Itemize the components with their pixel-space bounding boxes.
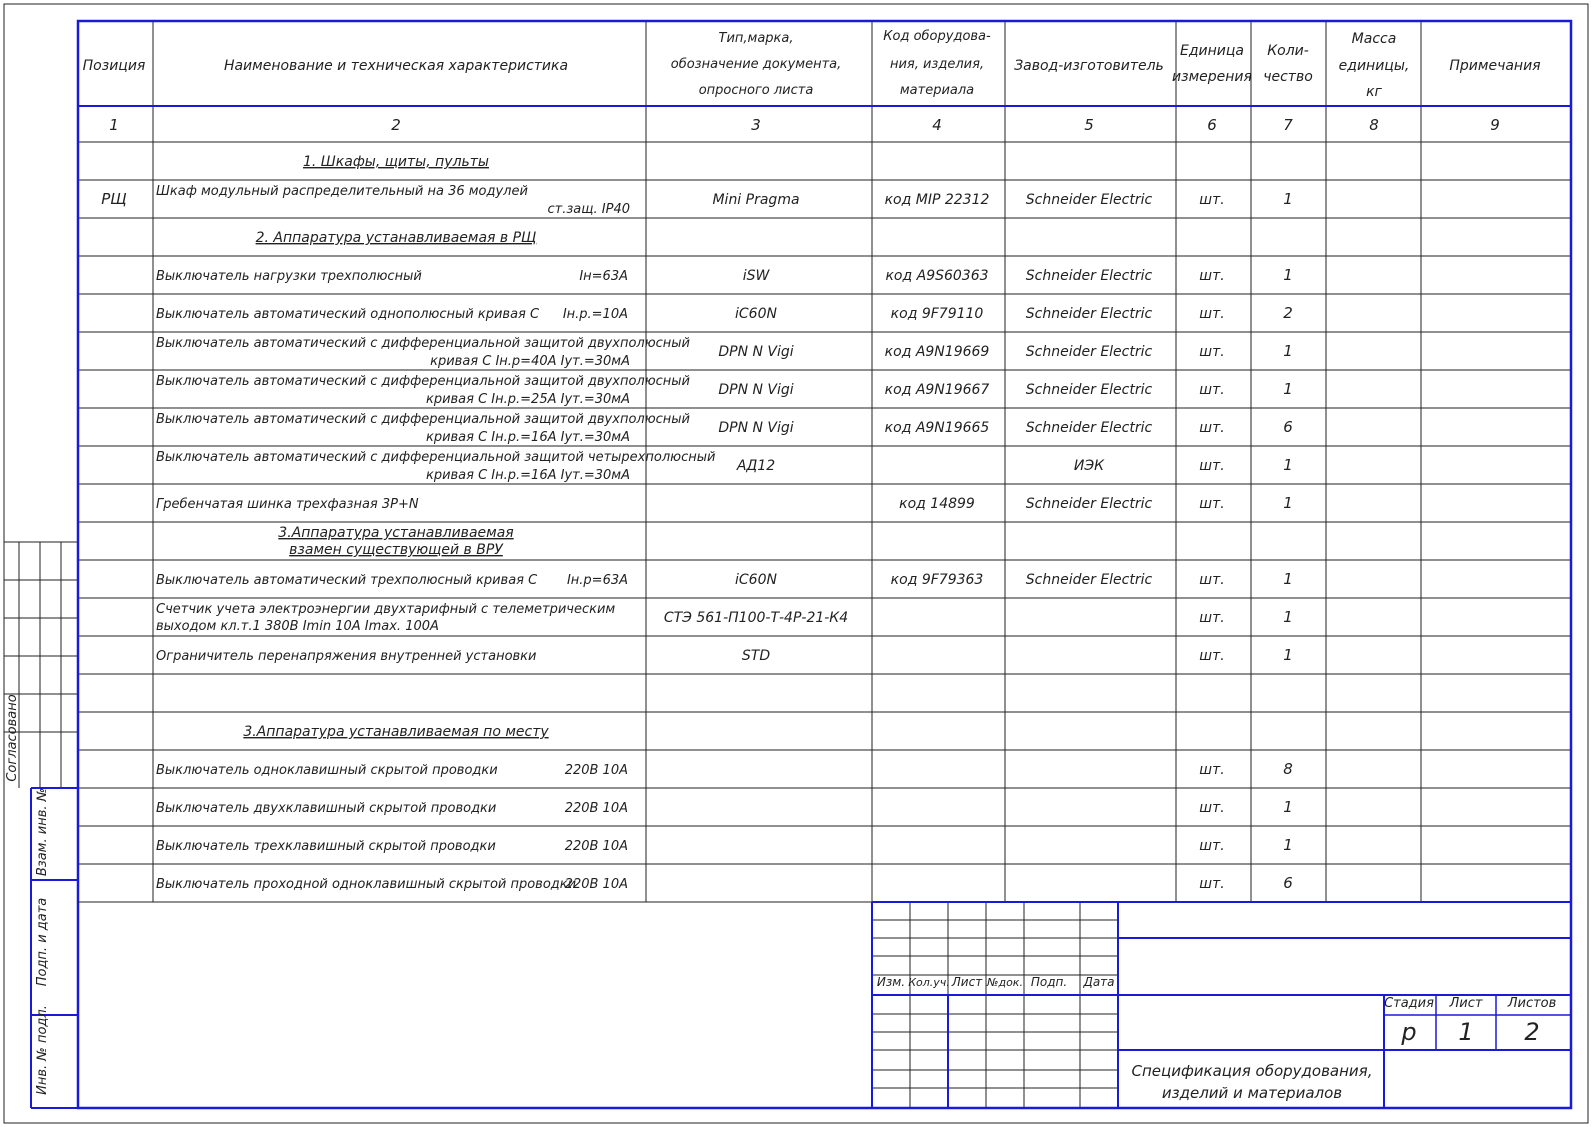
section-heading: 3.Аппаратура устанавливаемая по месту xyxy=(243,724,549,740)
row-qty: 1 xyxy=(1283,456,1293,474)
section-heading: взамен существующей в ВРУ xyxy=(289,542,503,558)
row-maker: Schneider Electric xyxy=(1025,268,1153,284)
row-name: Выключатель нагрузки трехполюсный xyxy=(156,269,422,284)
row-code: код 9F79110 xyxy=(890,306,984,322)
row-name-spec: кривая С Iн.р.=16А Iут.=30мА xyxy=(425,430,630,445)
header-unit-1: Единица xyxy=(1180,43,1244,59)
stamp-sheets-header: Листов xyxy=(1507,996,1557,1011)
row-qty: 6 xyxy=(1283,874,1293,892)
page-border xyxy=(4,4,1588,1123)
row-unit: шт. xyxy=(1199,268,1225,284)
row-type: DPN N Vigi xyxy=(718,420,794,436)
row-name: Выключатель автоматический с дифференциальной защитой двухполюсный xyxy=(156,374,691,389)
row-qty: 1 xyxy=(1283,342,1293,360)
row-qty: 1 xyxy=(1283,836,1293,854)
row-spec: 220В 10А xyxy=(564,801,628,816)
row-code: код 9F79363 xyxy=(890,572,984,588)
row-code: код A9N19669 xyxy=(884,344,990,360)
stamp-list: Лист xyxy=(951,975,983,989)
row-type: АД12 xyxy=(736,458,776,474)
row-qty: 1 xyxy=(1283,608,1293,626)
header-note: Примечания xyxy=(1449,58,1541,74)
stamp-podp: Подп. xyxy=(1030,975,1068,989)
row-name: Ограничитель перенапряжения внутренней установки xyxy=(156,649,537,664)
row-unit: шт. xyxy=(1199,306,1225,322)
section-heading: 2. Аппаратура устанавливаемая в РЩ xyxy=(255,230,537,246)
row-type: iC60N xyxy=(735,306,777,322)
section-heading: 3.Аппаратура устанавливаемая xyxy=(278,525,514,541)
header-type-3: опросного листа xyxy=(698,83,814,98)
row-name: Выключатель автоматический с дифференциальной защитой четырехполюсный xyxy=(156,450,716,465)
row-maker: Schneider Electric xyxy=(1025,192,1153,208)
row-maker: Schneider Electric xyxy=(1025,344,1153,360)
row-name-spec: кривая С Iн.р.=16А Iут.=30мА xyxy=(425,468,630,483)
table-header xyxy=(83,29,1541,100)
row-qty: 6 xyxy=(1283,418,1293,436)
header-maker: Завод-изготовитель xyxy=(1014,58,1164,74)
row-unit: шт. xyxy=(1199,344,1225,360)
header-code-2: ния, изделия, xyxy=(889,57,985,72)
row-unit: шт. xyxy=(1199,876,1225,892)
row-name: Выключатель автоматический с дифференциальной защитой двухполюсный xyxy=(156,336,691,351)
row-unit: шт. xyxy=(1199,762,1225,778)
row-spec: Iн.р=63А xyxy=(566,573,628,588)
row-type: Mini Pragma xyxy=(712,192,800,208)
row-unit: шт. xyxy=(1199,838,1225,854)
row-type: STD xyxy=(741,648,771,664)
row-unit: шт. xyxy=(1199,496,1225,512)
row-qty: 8 xyxy=(1283,760,1293,778)
row-name: Гребенчатая шинка трехфазная 3P+N xyxy=(156,497,419,512)
stamp-sheet: 1 xyxy=(1458,1018,1474,1046)
row-unit: шт. xyxy=(1199,800,1225,816)
row-name: Выключатель автоматический трехполюсный кривая С xyxy=(156,573,538,588)
row-maker: Schneider Electric xyxy=(1025,306,1153,322)
side-inv-zam: Взам. инв. № xyxy=(35,787,50,877)
row-spec: 220В 10А xyxy=(564,877,628,892)
row-qty: 1 xyxy=(1283,380,1293,398)
row-qty: 2 xyxy=(1283,304,1293,322)
stamp-kol: Кол.уч. xyxy=(908,976,950,989)
row-unit: шт. xyxy=(1199,192,1225,208)
row-name: Выключатель автоматический однополюсный кривая С xyxy=(156,307,540,322)
header-code-3: материала xyxy=(899,83,975,98)
header-type-2: обозначение документа, xyxy=(670,57,842,72)
row-type: DPN N Vigi xyxy=(718,382,794,398)
col-num: 2 xyxy=(391,116,401,134)
row-qty: 1 xyxy=(1283,646,1293,664)
col-num: 6 xyxy=(1207,116,1217,134)
row-name: Счетчик учета электроэнергии двухтарифный с телеметрическим xyxy=(156,602,616,617)
row-code: код MIP 22312 xyxy=(884,192,990,208)
row-unit: шт. xyxy=(1199,458,1225,474)
col-num: 5 xyxy=(1084,116,1094,134)
header-qty-2: чество xyxy=(1263,69,1313,85)
header-mass-1: Масса xyxy=(1351,31,1397,47)
col-num: 3 xyxy=(751,116,761,134)
row-unit: шт. xyxy=(1199,648,1225,664)
row-name: Выключатель трехклавишный скрытой проводки xyxy=(156,839,496,854)
row-qty: 1 xyxy=(1283,190,1293,208)
row-code: код A9N19665 xyxy=(884,420,990,436)
row-name: Выключатель двухклавишный скрытой проводки xyxy=(156,801,497,816)
stamp-title-2: изделий и материалов xyxy=(1161,1084,1343,1102)
row-maker: Schneider Electric xyxy=(1025,496,1153,512)
column-numbers xyxy=(109,116,1500,134)
row-qty: 1 xyxy=(1283,570,1293,588)
header-mass-2: единицы, xyxy=(1338,58,1410,74)
row-maker: Schneider Electric xyxy=(1025,420,1153,436)
row-type: iC60N xyxy=(735,572,777,588)
row-maker: Schneider Electric xyxy=(1025,382,1153,398)
header-name: Наименование и техническая характеристика xyxy=(223,58,569,74)
row-qty: 1 xyxy=(1283,798,1293,816)
header-qty-1: Коли- xyxy=(1267,43,1309,59)
row-unit: шт. xyxy=(1199,572,1225,588)
row-code: код 14899 xyxy=(899,496,975,512)
row-spec: Iн.р.=10А xyxy=(562,307,628,322)
row-spec: Iн=63А xyxy=(579,269,628,284)
col-num: 9 xyxy=(1490,116,1500,134)
row-name-spec: ст.защ. IP40 xyxy=(547,202,630,217)
row-type: iSW xyxy=(742,268,770,284)
header-mass-3: кг xyxy=(1366,84,1382,100)
stamp-stage-header: Стадия xyxy=(1384,996,1434,1011)
row-name-spec: кривая С Iн.р.=25А Iут.=30мА xyxy=(425,392,630,407)
row-spec: 220В 10А xyxy=(564,763,628,778)
row-name: Шкаф модульный распределительный на 36 модулей xyxy=(156,184,528,199)
row-code: код A9N19667 xyxy=(884,382,990,398)
header-unit-2: измерения xyxy=(1172,69,1252,85)
row-position: РЩ xyxy=(101,190,127,208)
section-heading: 1. Шкафы, щиты, пульты xyxy=(303,154,489,170)
header-position: Позиция xyxy=(82,58,146,74)
col-num: 7 xyxy=(1283,116,1293,134)
stamp-data: Дата xyxy=(1083,975,1115,989)
row-unit: шт. xyxy=(1199,610,1225,626)
side-agreed: Согласовано xyxy=(5,694,20,782)
stamp-izm: Изм. xyxy=(876,975,906,989)
table-body xyxy=(101,154,1293,892)
stamp-ndok: №док. xyxy=(987,976,1023,989)
header-code-1: Код оборудова- xyxy=(883,29,991,44)
col-num: 4 xyxy=(932,116,942,134)
stamp-sheets: 2 xyxy=(1524,1018,1540,1046)
row-maker: ИЭК xyxy=(1073,458,1105,474)
header-type-1: Тип,марка, xyxy=(718,31,794,46)
row-code: код A9S60363 xyxy=(885,268,989,284)
row-name: Выключатель автоматический с дифференциальной защитой двухполюсный xyxy=(156,412,691,427)
stamp-title-1: Спецификация оборудования, xyxy=(1131,1062,1373,1080)
row-qty: 1 xyxy=(1283,266,1293,284)
row-type: СТЭ 561-П100-Т-4Р-21-К4 xyxy=(663,610,849,626)
row-qty: 1 xyxy=(1283,494,1293,512)
col-num: 1 xyxy=(109,116,119,134)
stamp-stage: р xyxy=(1401,1018,1417,1046)
side-labels xyxy=(5,694,50,1095)
row-unit: шт. xyxy=(1199,382,1225,398)
col-num: 8 xyxy=(1369,116,1379,134)
table-grid xyxy=(4,4,1588,1123)
stamp-sheet-header: Лист xyxy=(1449,996,1483,1011)
row-name-spec: выходом кл.т.1 380В Imin 10А Imax. 100А xyxy=(156,619,439,634)
row-maker: Schneider Electric xyxy=(1025,572,1153,588)
row-unit: шт. xyxy=(1199,420,1225,436)
row-name: Выключатель одноклавишный скрытой проводки xyxy=(156,763,498,778)
side-inv-podl: Инв. № подл. xyxy=(35,1005,50,1095)
side-podp-data: Подп. и дата xyxy=(35,897,50,987)
row-name-spec: кривая С Iн.р=40А Iут.=30мА xyxy=(430,354,630,369)
row-name: Выключатель проходной одноклавишный скрытой проводки xyxy=(156,877,577,892)
row-type: DPN N Vigi xyxy=(718,344,794,360)
row-spec: 220В 10А xyxy=(564,839,628,854)
